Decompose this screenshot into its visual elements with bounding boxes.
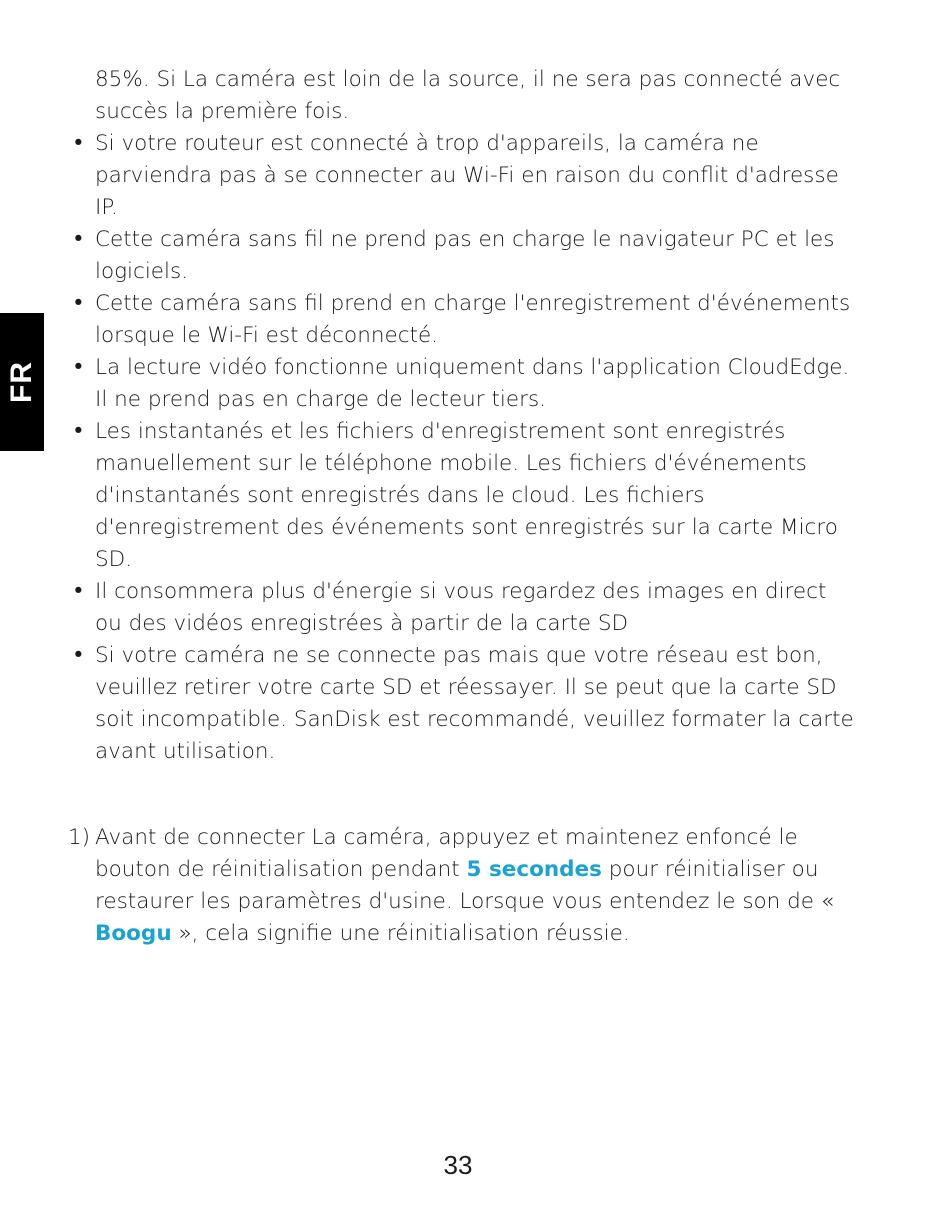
bullet-text: Si votre routeur est connecté à trop d'appareils, la caméra ne parviendra pas à se connecter au Wi-Fi en raison du conflit d'adresse IP. [95,131,839,220]
bullet-icon: • [72,355,85,380]
bullet-item-recording [68,288,858,352]
bullet-icon: • [72,643,85,668]
bullet-text: Cette caméra sans fil ne prend pas en charge le navigateur PC et les logiciels. [95,227,835,284]
bullet-text: Cette caméra sans fil prend en charge l'enregistrement d'événements lorsque le Wi-Fi est déconnecté. [95,291,851,348]
bullet-text: Si votre caméra ne se connecte pas mais que votre réseau est bon, veuillez retirer votre carte SD et réessayer. Il se peut que la carte SD soit incompatible. SanDisk est recommandé, veuillez formater la carte avant utilisation. [95,643,854,764]
bullet-item-sd-card [68,640,858,768]
step-highlight-sound: Boogu [95,921,172,946]
bullet-item-router [68,128,858,224]
page-number: 33 [443,1150,473,1180]
bullet-item-playback [68,352,858,416]
bullet-text: Il consommera plus d'énergie si vous regardez des images en direct ou des vidéos enregistrées à partir de la carte SD [95,579,827,636]
step-text-part1: Avant de connecter La caméra, appuyez et maintenez enfoncé le bouton de réinitialisation pendant [95,825,798,882]
step-number: 1) [68,825,91,850]
bullet-item-snapshots [68,416,858,576]
language-label: FR [5,361,38,403]
continuation-paragraph: 85%. Si La caméra est loin de la source, il ne sera pas connecté avec succès la première fois. [95,67,841,124]
bullet-icon: • [72,419,85,444]
page-content [68,64,858,950]
bullet-item-energy [68,576,858,640]
bullet-text: Les instantanés et les fichiers d'enregistrement sont enregistrés manuellement sur le téléphone mobile. Les fichiers d'événements d'instantanés sont enregistrés dans le cloud. Les fichiers d'enregistrement des événements sont enregistrés sur la carte Micro SD. [95,419,838,572]
step-1 [68,822,858,950]
bullet-icon: • [72,131,85,156]
bullet-icon: • [72,291,85,316]
language-side-tab [0,313,44,451]
step-highlight-duration: 5 secondes [466,857,602,882]
step-text-part2: pour réinitialiser ou restaurer les paramètres d'usine. Lorsque vous entendez le son de « [95,857,834,914]
bullet-item-browser [68,224,858,288]
bullet-icon: • [72,579,85,604]
step-text-part3: », cela signifie une réinitialisation réussie. [178,921,630,946]
bullet-text: La lecture vidéo fonctionne uniquement dans l'application CloudEdge. Il ne prend pas en charge de lecteur tiers. [95,355,850,412]
bullet-icon: • [72,227,85,252]
